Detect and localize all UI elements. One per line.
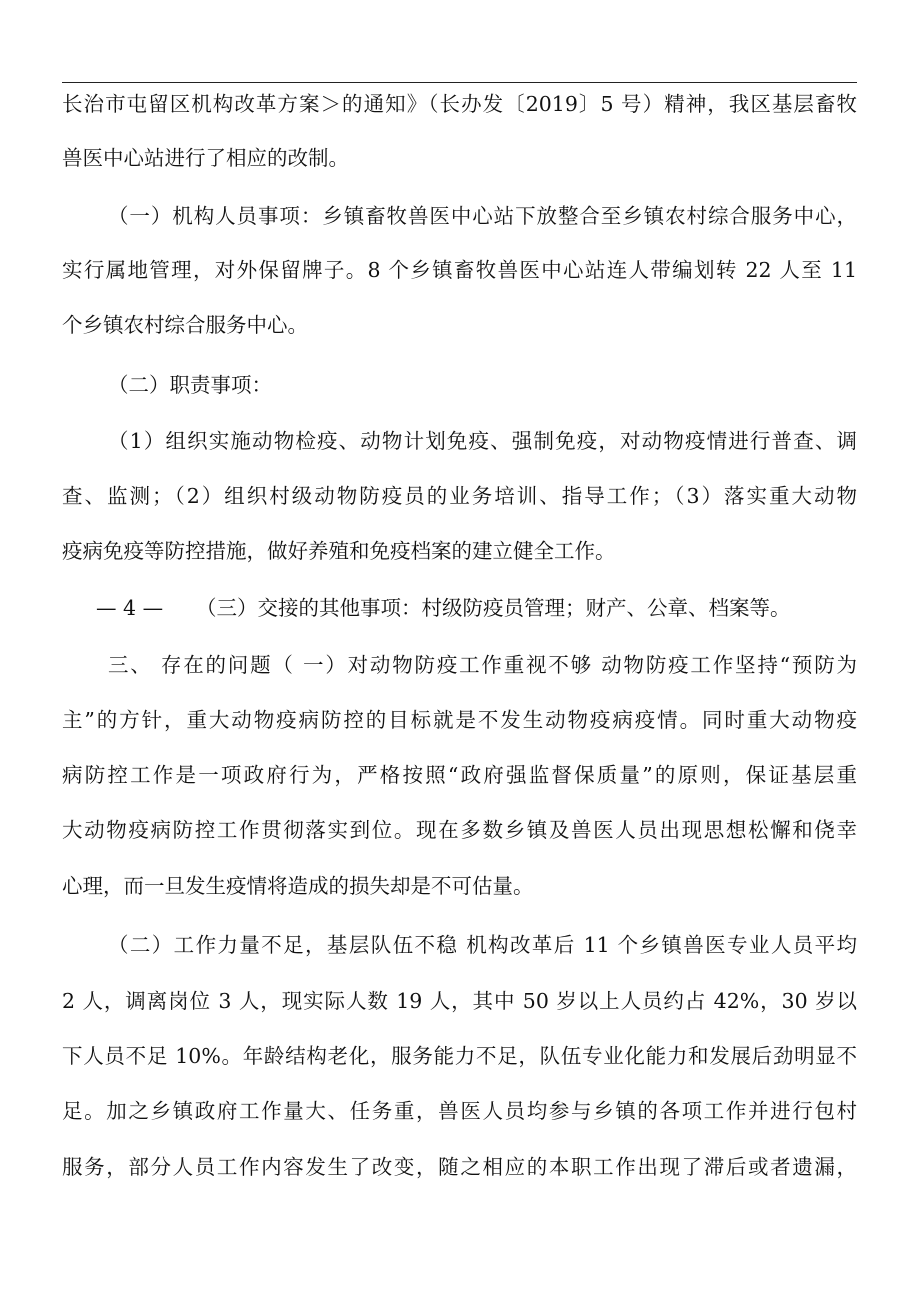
text-line: 2 人，调离岗位 3 人，现实际人数 19 人，其中 50 岁以上人员约占 42%，30 岁以	[62, 989, 857, 1013]
text-line: 疫病免疫等防控措施，做好养殖和免疫档案的建立健全工作。	[62, 539, 616, 563]
text-line: 个乡镇农村综合服务中心。	[62, 313, 308, 337]
text-line: （三）交接的其他事项：村级防疫员管理；财产、公章、档案等。	[196, 596, 791, 620]
text-line: 长治市屯留区机构改革方案＞的通知》（长办发〔2019〕5 号）精神，我区基层畜牧	[62, 92, 857, 116]
text-line: 主”的方针，重大动物疫病防控的目标就是不发生动物疫病疫情。同时重大动物疫	[62, 708, 857, 732]
text-line: 大动物疫病防控工作贯彻落实到位。现在多数乡镇及兽医人员出现思想松懈和侥幸	[62, 818, 857, 842]
text-line: 实行属地管理，对外保留牌子。8 个乡镇畜牧兽医中心站连人带编划转 22 人至 11	[62, 258, 857, 282]
text-line: （一）机构人员事项：乡镇畜牧兽医中心站下放整合至乡镇农村综合服务中心，	[108, 204, 857, 228]
text-line: （1）组织实施动物检疫、动物计划免疫、强制免疫，对动物疫情进行普查、调	[108, 429, 857, 453]
text-line: 服务，部分人员工作内容发生了改变，随之相应的本职工作出现了滞后或者遗漏，	[62, 1155, 857, 1179]
page-number: — 4 —	[96, 596, 164, 620]
text-line: 下人员不足 10%。年龄结构老化，服务能力不足，队伍专业化能力和发展后劲明显不	[62, 1044, 857, 1068]
text-line: 兽医中心站进行了相应的改制。	[62, 146, 349, 170]
text-line: 病防控工作是一项政府行为，严格按照“政府强监督保质量”的原则，保证基层重	[62, 763, 857, 787]
text-line: 足。加之乡镇政府工作量大、任务重，兽医人员均参与乡镇的各项工作并进行包村	[62, 1099, 857, 1123]
text-line: 心理，而一旦发生疫情将造成的损失却是不可估量。	[62, 874, 534, 898]
header-rule	[62, 82, 857, 83]
text-line: （二）工作力量不足，基层队伍不稳 机构改革后 11 个乡镇兽医专业人员平均	[108, 933, 857, 957]
text-line: （二）职责事项：	[108, 373, 272, 397]
text-line: 三、 存在的问题（ 一）对动物防疫工作重视不够 动物防疫工作坚持“预防为	[108, 653, 857, 677]
text-line: 查、监测；（2）组织村级动物防疫员的业务培训、指导工作；（3）落实重大动物	[62, 484, 857, 508]
